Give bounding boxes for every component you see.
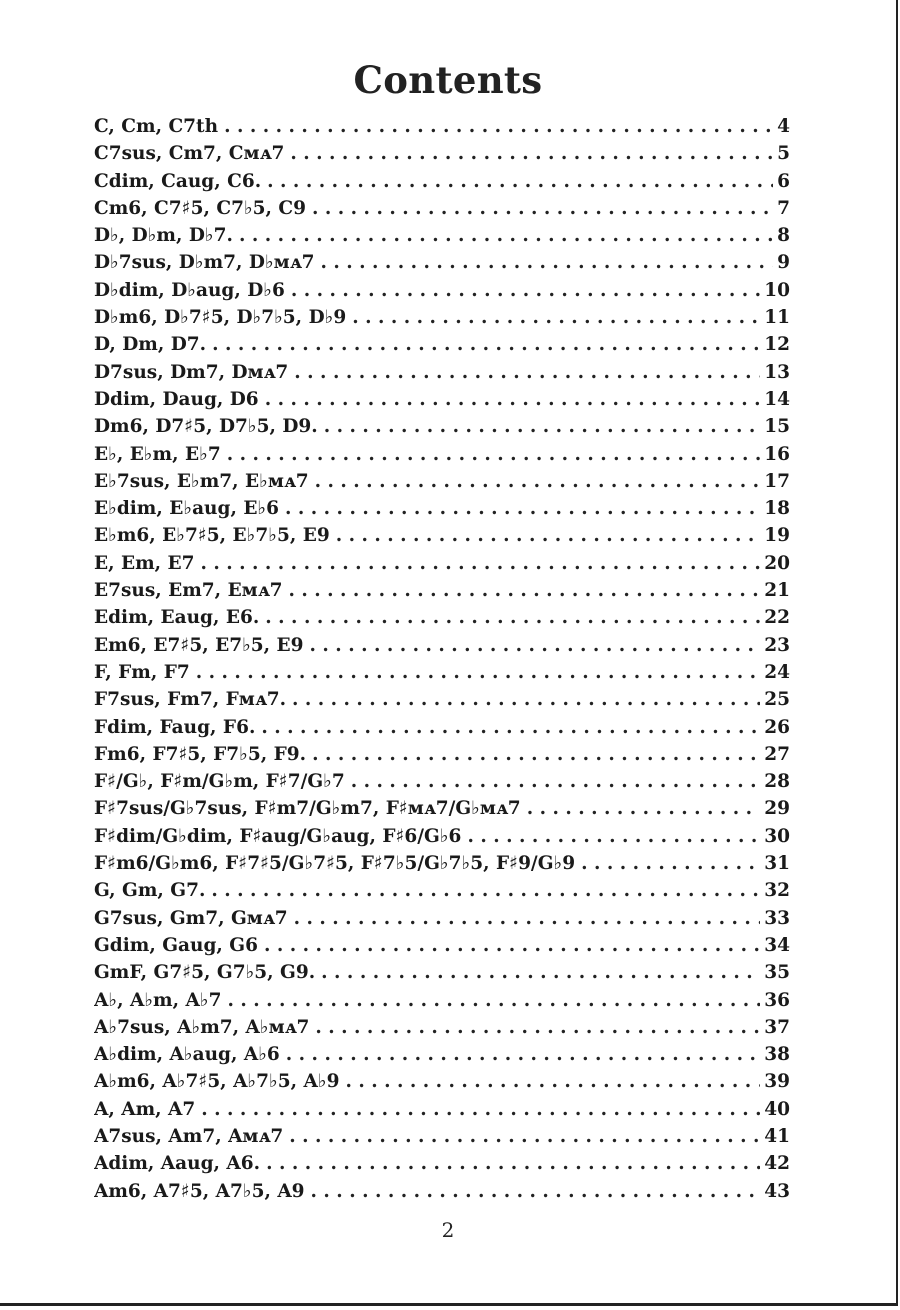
toc-entry-page: 4 <box>777 116 790 137</box>
toc-entry-page: 26 <box>764 716 790 738</box>
toc-entry-page: 10 <box>764 279 790 301</box>
toc-entry-page: 36 <box>764 989 790 1011</box>
toc-entry-title: Dm6, D7♯5, D7♭5, D9. <box>94 416 318 438</box>
toc-entry-title: E7sus, Em7, Eᴍᴀ7 <box>94 580 283 602</box>
toc-entry-title: E♭, E♭m, E♭7 <box>94 443 221 465</box>
dot-leader <box>264 932 760 959</box>
toc-entry[interactable] <box>94 277 790 304</box>
dot-leader <box>266 1150 760 1177</box>
dot-leader <box>285 495 760 522</box>
toc-entry-page: 31 <box>764 853 790 875</box>
dot-leader <box>294 905 761 932</box>
toc-entry-title: C7sus, Cm7, Cᴍᴀ7 <box>94 143 285 165</box>
toc-entry[interactable] <box>94 686 790 713</box>
toc-entry-title: A7sus, Am7, Aᴍᴀ7 <box>94 1125 284 1147</box>
toc-entry-page: 17 <box>764 470 790 492</box>
toc-entry[interactable] <box>94 577 790 604</box>
toc-entry-title: Cm6, C7♯5, C7♭5, C9 <box>94 197 307 219</box>
toc-entry[interactable] <box>94 632 790 659</box>
toc-entry-page: 7 <box>777 197 790 219</box>
toc-entry-page: 33 <box>764 907 790 929</box>
dot-leader <box>315 468 761 495</box>
dot-leader <box>265 604 760 631</box>
table-of-contents <box>94 113 790 1205</box>
toc-entry[interactable] <box>94 249 790 276</box>
dot-leader <box>351 768 760 795</box>
toc-entry[interactable] <box>94 659 790 686</box>
toc-entry[interactable] <box>94 1150 790 1177</box>
toc-entry-title: F♯/G♭, F♯m/G♭m, F♯7/G♭7 <box>94 771 345 793</box>
toc-entry-page: 22 <box>764 607 790 629</box>
toc-entry[interactable] <box>94 795 790 822</box>
toc-entry-page: 40 <box>764 1098 790 1120</box>
dot-leader <box>201 1096 760 1123</box>
toc-entry[interactable] <box>94 987 790 1014</box>
dot-leader <box>581 850 760 877</box>
dot-leader <box>286 1041 760 1068</box>
toc-entry-title: D♭dim, D♭aug, D♭6 <box>94 279 285 301</box>
toc-entry-page: 16 <box>764 443 790 465</box>
toc-entry-title: E♭7sus, E♭m7, E♭ᴍᴀ7 <box>94 470 309 492</box>
toc-entry-title: A♭, A♭m, A♭7 <box>94 989 222 1011</box>
toc-entry-page: 39 <box>764 1071 790 1093</box>
toc-entry-title: F♯dim/G♭dim, F♯aug/G♭aug, F♯6/G♭6 <box>94 825 462 847</box>
toc-entry-title: F♯m6/G♭m6, F♯7♯5/G♭7♯5, F♯7♭5/G♭7♭5, F♯9/G♭9 <box>94 853 576 875</box>
toc-entry-title: D, Dm, D7. <box>94 334 207 356</box>
toc-entry[interactable] <box>94 768 790 795</box>
toc-entry-title: Am6, A7♯5, A7♭5, A9 <box>94 1180 305 1202</box>
toc-entry[interactable] <box>94 304 790 331</box>
toc-entry-page: 37 <box>764 1016 790 1038</box>
dot-leader <box>291 277 760 304</box>
toc-entry-page: 42 <box>764 1153 790 1175</box>
toc-entry[interactable] <box>94 741 790 768</box>
toc-entry[interactable] <box>94 850 790 877</box>
toc-entry-page: 5 <box>777 143 790 165</box>
toc-entry-title: Ddim, Daug, D6 <box>94 388 259 410</box>
toc-entry-page: 30 <box>764 825 790 847</box>
toc-entry-page: 6 <box>777 170 790 192</box>
toc-entry-page: 32 <box>764 880 790 902</box>
toc-entry[interactable] <box>94 413 790 440</box>
toc-entry-title: F7sus, Fm7, Fᴍᴀ7. <box>94 689 287 711</box>
toc-entry[interactable] <box>94 1014 790 1041</box>
dot-leader <box>267 168 773 195</box>
dot-leader <box>310 632 761 659</box>
toc-entry-page: 24 <box>764 661 790 683</box>
toc-entry[interactable] <box>94 550 790 577</box>
toc-entry-title: G, Gm, G7. <box>94 880 206 902</box>
dot-leader <box>336 522 761 549</box>
dot-leader <box>312 741 760 768</box>
toc-entry[interactable] <box>94 1123 790 1150</box>
dot-leader <box>201 550 761 577</box>
dot-leader <box>227 987 760 1014</box>
toc-entry-title: E♭dim, E♭aug, E♭6 <box>94 498 280 520</box>
toc-entry-title: A♭m6, A♭7♯5, A♭7♭5, A♭9 <box>94 1071 340 1093</box>
toc-entry[interactable] <box>94 1068 790 1095</box>
toc-entry-title: Cdim, Caug, C6. <box>94 170 262 192</box>
toc-entry[interactable] <box>94 140 790 167</box>
toc-entry-page: 29 <box>764 798 790 820</box>
toc-entry[interactable] <box>94 495 790 522</box>
toc-entry[interactable] <box>94 195 790 222</box>
toc-entry-page: 15 <box>764 416 790 438</box>
dot-leader <box>352 304 760 331</box>
dot-leader <box>290 140 773 167</box>
toc-entry-title: D♭7sus, D♭m7, D♭ᴍᴀ7 <box>94 252 315 274</box>
toc-entry[interactable] <box>94 359 790 386</box>
toc-entry-title: A♭7sus, A♭m7, A♭ᴍᴀ7 <box>94 1016 310 1038</box>
toc-entry-title: Edim, Eaug, E6. <box>94 607 260 629</box>
toc-entry-page: 35 <box>764 962 790 984</box>
page-title: Contents <box>353 58 543 102</box>
toc-entry-title: Gdim, Gaug, G6 <box>94 934 258 956</box>
toc-entry-page: 43 <box>764 1180 790 1202</box>
dot-leader <box>320 249 773 276</box>
toc-entry-page: 28 <box>764 771 790 793</box>
dot-leader <box>212 331 760 358</box>
toc-entry[interactable] <box>94 959 790 986</box>
toc-entry-page: 34 <box>764 934 790 956</box>
toc-entry-page: 20 <box>764 552 790 574</box>
toc-entry-title: E♭m6, E♭7♯5, E♭7♭5, E9 <box>94 525 330 547</box>
toc-entry-page: 14 <box>764 388 790 410</box>
toc-entry[interactable] <box>94 714 790 741</box>
toc-entry-title: F♯7sus/G♭7sus, F♯m7/G♭m7, F♯ᴍᴀ7/G♭ᴍᴀ7 <box>94 798 521 820</box>
toc-entry[interactable] <box>94 331 790 358</box>
toc-entry-page: 38 <box>764 1044 790 1066</box>
toc-entry-title: D♭m6, D♭7♯5, D♭7♭5, D♭9 <box>94 307 347 329</box>
dot-leader <box>196 659 760 686</box>
dot-leader <box>288 577 760 604</box>
toc-entry[interactable] <box>94 468 790 495</box>
toc-entry[interactable] <box>94 877 790 904</box>
toc-entry-page: 27 <box>764 743 790 765</box>
toc-entry[interactable] <box>94 113 790 140</box>
toc-entry-title: Fm6, F7♯5, F7♭5, F9. <box>94 743 307 765</box>
toc-entry[interactable] <box>94 932 790 959</box>
toc-entry-title: E, Em, E7 <box>94 552 195 574</box>
toc-entry[interactable] <box>94 168 790 195</box>
dot-leader <box>224 113 773 140</box>
toc-entry-title: G7sus, Gm7, Gᴍᴀ7 <box>94 907 288 929</box>
dot-leader <box>321 959 760 986</box>
dot-leader <box>227 441 761 468</box>
toc-entry-title: C, Cm, C7th <box>94 116 219 137</box>
toc-entry-title: F, Fm, F7 <box>94 661 190 683</box>
dot-leader <box>294 359 760 386</box>
dot-leader <box>311 1178 761 1205</box>
dot-leader <box>312 195 773 222</box>
toc-entry-page: 13 <box>764 361 790 383</box>
toc-entry-title: A, Am, A7 <box>94 1098 196 1120</box>
toc-entry-page: 12 <box>764 334 790 356</box>
toc-entry-page: 8 <box>777 225 790 247</box>
dot-leader <box>265 386 761 413</box>
toc-entry[interactable] <box>94 1178 790 1205</box>
toc-entry[interactable] <box>94 823 790 850</box>
toc-entry-title: Adim, Aaug, A6. <box>94 1153 261 1175</box>
toc-entry-page: 9 <box>777 252 790 274</box>
toc-entry[interactable] <box>94 1096 790 1123</box>
dot-leader <box>467 823 760 850</box>
dot-leader <box>527 795 761 822</box>
dot-leader <box>239 222 773 249</box>
toc-entry[interactable] <box>94 222 790 249</box>
toc-entry-page: 41 <box>764 1125 790 1147</box>
toc-entry-title: Em6, E7♯5, E7♭5, E9 <box>94 634 304 656</box>
toc-entry-page: 18 <box>764 498 790 520</box>
toc-entry-title: D♭, D♭m, D♭7. <box>94 225 233 247</box>
dot-leader <box>292 686 760 713</box>
dot-leader <box>289 1123 760 1150</box>
dot-leader <box>315 1014 760 1041</box>
toc-entry-page: 19 <box>764 525 790 547</box>
toc-entry[interactable] <box>94 1041 790 1068</box>
toc-entry[interactable] <box>94 441 790 468</box>
toc-entry-page: 23 <box>764 634 790 656</box>
toc-entry[interactable] <box>94 905 790 932</box>
toc-entry-title: GmF, G7♯5, G7♭5, G9. <box>94 962 316 984</box>
toc-entry[interactable] <box>94 604 790 631</box>
dot-leader <box>261 714 760 741</box>
toc-entry[interactable] <box>94 522 790 549</box>
toc-entry-title: D7sus, Dm7, Dᴍᴀ7 <box>94 361 289 383</box>
dot-leader <box>211 877 760 904</box>
page-number: 2 <box>441 1218 455 1242</box>
toc-entry-title: A♭dim, A♭aug, A♭6 <box>94 1044 280 1066</box>
toc-entry-title: Fdim, Faug, F6. <box>94 716 256 738</box>
toc-entry-page: 21 <box>764 580 790 602</box>
dot-leader <box>324 413 761 440</box>
dot-leader <box>345 1068 760 1095</box>
toc-entry-page: 11 <box>764 307 790 329</box>
toc-entry[interactable] <box>94 386 790 413</box>
toc-entry-page: 25 <box>764 689 790 711</box>
